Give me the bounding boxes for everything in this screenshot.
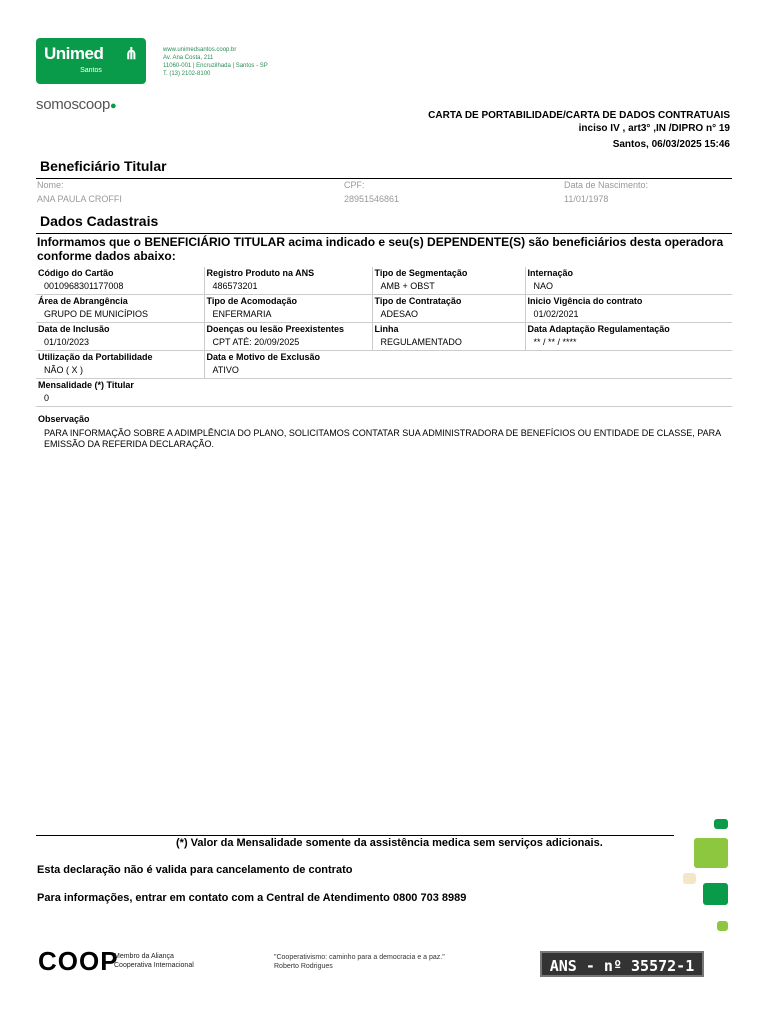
- decor-square: [717, 921, 728, 931]
- decor-square: [703, 883, 728, 905]
- footer-note: (*) Valor da Mensalidade somente da assistência medica sem serviços adicionais.: [176, 837, 603, 849]
- divider: [36, 233, 732, 234]
- dot-icon: ●: [110, 100, 117, 112]
- cpf-value: 28951546861: [344, 194, 400, 204]
- ans-badge: ANS - nº 35572-1: [540, 951, 704, 977]
- segmentacao-cell: Tipo de Segmentação AMB + OBST: [372, 267, 525, 295]
- portabilidade-cell: Utilização da Portabilidade NÃO ( X ): [36, 351, 204, 379]
- date-line: Santos, 06/03/2025 15:46: [612, 139, 730, 150]
- nome-label: Nome:: [37, 180, 64, 190]
- divider: [36, 178, 732, 179]
- table-row: [36, 267, 732, 295]
- table-row: [36, 295, 732, 323]
- internacao-cell: Internação NAO: [525, 267, 732, 295]
- logo-word: Unimed: [44, 44, 104, 63]
- coop-text: Membro da Aliança Cooperativa Internacional: [114, 953, 194, 969]
- document-title: CARTA DE PORTABILIDADE/CARTA DE DADOS CONTRATUAIS inciso IV , art3° ,IN /DIPRO n° 19: [428, 110, 730, 134]
- footer-divider: [36, 835, 674, 836]
- registro-cell: Registro Produto na ANS 486573201: [204, 267, 372, 295]
- nasc-value: 11/01/1978: [564, 194, 609, 204]
- table-row: [36, 351, 732, 379]
- doencas-cell: Doenças ou lesão Preexistentes CPT ATÉ: 20/09/2025: [204, 323, 372, 351]
- table-row: [36, 323, 732, 351]
- tree-icon: ⋔: [124, 46, 138, 63]
- footer-line2: Para informações, entrar em contato com a Central de Atendimento 0800 703 8989: [37, 892, 467, 904]
- info-text: Informamos que o BENEFICIÁRIO TITULAR acima indicado e seu(s) DEPENDENTE(S) são beneficiários desta operadora conforme dados abaixo:: [37, 235, 724, 263]
- decor-square: [714, 819, 728, 829]
- codigo-cell: Código do Cartão 0010968301177008: [36, 267, 204, 295]
- footer-line1: Esta declaração não é valida para cancelamento de contrato: [37, 864, 353, 876]
- coop-logo: COOP: [38, 946, 119, 976]
- mensalidade-cell: Mensalidade (*) Titular 0: [36, 379, 732, 407]
- inclusao-cell: Data de Inclusão 01/10/2023: [36, 323, 204, 351]
- address-block: www.unimedsantos.coop.br Av. Ana Costa, 211 11060-001 | Encruzilhada | Santos - SP T. (13) 2102-8100: [163, 47, 268, 77]
- logo-sub: Santos: [80, 67, 102, 74]
- exclusao-cell: Data e Motivo de Exclusão ATIVO: [204, 351, 732, 379]
- beneficiario-title: Beneficiário Titular: [40, 158, 167, 174]
- vigencia-cell: Inicio Vigência do contrato 01/02/2021: [525, 295, 732, 323]
- adaptacao-cell: Data Adaptação Regulamentação ** / ** / ****: [525, 323, 732, 351]
- quote-text: "Cooperativismo: caminho para a democracia e a paz." Roberto Rodrigues: [274, 954, 445, 970]
- decor-square: [694, 838, 728, 868]
- cpf-label: CPF:: [344, 180, 365, 190]
- linha-cell: Linha REGULAMENTADO: [372, 323, 525, 351]
- obs-label: Observação: [38, 414, 90, 424]
- nome-value: ANA PAULA CROFFI: [37, 194, 122, 204]
- somoscoop-logo: somoscoop●: [36, 96, 117, 113]
- obs-text: PARA INFORMAÇÃO SOBRE A ADIMPLÊNCIA DO PLANO, SOLICITAMOS CONTATAR SUA ADMINISTRADORA DE BENEFÍCIOS OU ENTIDADE DE CLASSE, PARA EMISSÃO DA REFERIDA DECLARAÇÃO.: [44, 428, 721, 449]
- contratacao-cell: Tipo de Contratação ADESAO: [372, 295, 525, 323]
- unimed-logo: [36, 38, 146, 84]
- contract-table: [36, 267, 732, 407]
- table-row: [36, 379, 732, 407]
- area-cell: Área de Abrangência GRUPO DE MUNICÍPIOS: [36, 295, 204, 323]
- acomodacao-cell: Tipo de Acomodação ENFERMARIA: [204, 295, 372, 323]
- nasc-label: Data de Nascimento:: [564, 180, 649, 190]
- decor-square: [683, 873, 696, 884]
- dados-title: Dados Cadastrais: [40, 213, 159, 229]
